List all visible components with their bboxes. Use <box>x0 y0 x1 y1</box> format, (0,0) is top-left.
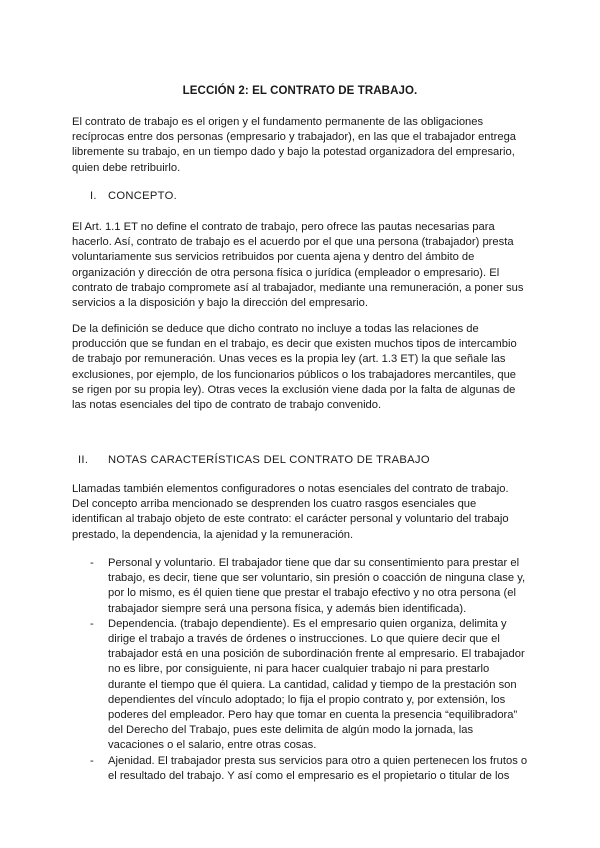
characteristics-list <box>90 556 528 784</box>
list-item <box>90 556 528 617</box>
intro-paragraph: El contrato de trabajo es el origen y el fundamento permanente de las obligaciones recíprocas entre dos personas (empresario y trabajador), en las que el trabajador entrega libremente su trabajo, en un tiempo dado y bajo la potestad organizadora del empresario, quien debe retribuirlo. <box>72 116 517 174</box>
list-item-text: Dependencia. (trabajo dependiente). Es el empresario quien organiza, delimita y dirige el trabajo a través de órdenes o instrucciones. Lo que quiere decir que el trabajador está en una posición de subordinación frente al empresario. El trabajador no es libre, por consiguiente, ni para hacer cualquier trabajo ni para prestarlo durante el tiempo que él quiera. La cantidad, calidad y tiempo de la prestación son dependientes del vínculo adoptado; lo fija el propio contrato y, por extensión, los poderes del empleador. Pero hay que tomar en cuenta la presencia “equilibradora” del Derecho del Trabajo, pues este delimita de algún modo la jornada, las vacaciones o el salario, entre otras cosas. <box>108 617 525 752</box>
list-item <box>90 617 528 754</box>
section-title: NOTAS CARACTERÍSTICAS DEL CONTRATO DE TRABAJO <box>108 454 430 466</box>
list-bullet: - <box>90 557 94 569</box>
section-number: I. <box>90 190 97 202</box>
list-item-text: Ajenidad. El trabajador presta sus servicios para otro a quien pertenecen los frutos o el resultado del trabajo. Y así como el empresario es el propietario o titular de los <box>108 754 528 782</box>
concepto-paragraph-2: De la definición se deduce que dicho contrato no incluye a todas las relaciones de producción que se fundan en el trabajo, es decir que existen muchos tipos de intercambio de trabajo por remuneración. Unas veces es la propia ley (art. 1.3 ET) la que señale las exclusiones, por ejemplo, de los funcionarios públicos o los trabajadores mercantiles, que se rigen por su propia ley). Otras veces la exclusión viene dada por la falta de algunas de las notas esenciales del tipo de contrato de trabajo convenido. <box>72 323 517 412</box>
list-bullet: - <box>90 754 94 767</box>
list-bullet: - <box>90 617 94 630</box>
notas-intro-paragraph: Llamadas también elementos configuradores o notas esenciales del contrato de trabajo. Del concepto arriba mencionado se desprenden los cuatro rasgos esenciales que identifican al trabajo objeto de este contrato: el carácter personal y voluntario del trabajo prestado, la dependencia, la ajenidad y la remuneración. <box>72 483 509 541</box>
concepto-paragraph-1: El Art. 1.1 ET no define el contrato de trabajo, pero ofrece las pautas necesarias para hacerlo. Así, contrato de trabajo es el acuerdo por el que una persona (trabajador) presta voluntariamente sus servicios retribuidos por cuenta ajena y dentro del ámbito de organización y dirección de otra persona física o jurídica (empleador o empresario). El contrato de trabajo compromete así al trabajador, mediante una remuneración, a poner sus servicios a la disposición y bajo la dirección del empresario. <box>72 221 524 310</box>
section-number: II. <box>78 454 89 466</box>
list-item <box>90 754 528 784</box>
section-title: CONCEPTO. <box>108 190 178 202</box>
list-item-text: Personal y voluntario. El trabajador tiene que dar su consentimiento para prestar el trabajo, es decir, tiene que ser voluntario, sin presión o coacción de ninguna clase y, por lo mismo, es él quien tiene que prestar el trabajo efectivo y no otra persona (el trabajador siempre será una persona física, y además bien identificada). <box>108 557 526 615</box>
document-title: LECCIÓN 2: EL CONTRATO DE TRABAJO. <box>182 85 418 97</box>
